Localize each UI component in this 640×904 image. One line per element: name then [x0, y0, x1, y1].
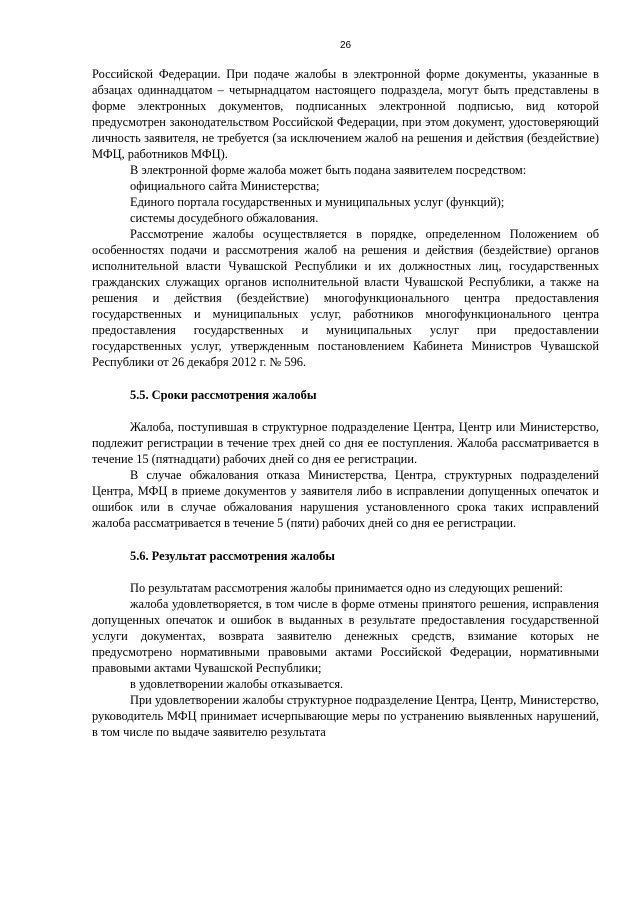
- paragraph: По результатам рассмотрения жалобы принимается одно из следующих решений:: [130, 581, 563, 595]
- list-item: Единого портала государственных и муниципальных услуг (функций);: [130, 195, 505, 209]
- list-item: жалоба удовлетворяется, в том числе в форме отмены принятого решения, исправления допущенных опечаток и ошибок в выданных в результате предоставления государственной услуги документах, возврата заявителю денежных средств, взимание которых не предусмотрено нормативными правовыми актами Российской Федерации, нормативными правовыми актами Чувашской Республики;: [92, 597, 599, 675]
- page-number: 26: [339, 40, 352, 51]
- paragraph: В случае обжалования отказа Министерства, Центра, структурных подразделений Центра, МФЦ в приеме документов у заявителя либо в исправлении допущенных опечаток и ошибок или в случае обжалования нарушения установленного срока таких исправлений жалоба рассматривается в течение 5 (пяти) рабочих дней со дня ее регистрации.: [92, 468, 599, 530]
- list-item: официального сайта Министерства;: [130, 179, 320, 193]
- paragraph: При удовлетворении жалобы структурное подразделение Центра, Центр, Министерство, руководитель МФЦ принимает исчерпывающие меры по устранению выявленных нарушений, в том числе по выдаче заявителю результата: [92, 693, 599, 739]
- paragraph: В электронной форме жалоба может быть подана заявителем посредством:: [130, 163, 527, 177]
- section-heading: 5.5. Сроки рассмотрения жалобы: [130, 388, 317, 402]
- paragraph: Рассмотрение жалобы осуществляется в порядке, определенном Положением об особенностях подачи и рассмотрения жалоб на решения и действия (бездействие) органов исполнительной власти Чувашской Республики и их должностных лиц, государственных гражданских служащих органов исполнительной власти Чувашской Республики, а также на решения и действия (бездействие) многофункционального центра предоставления государственных и муниципальных услуг, работников многофункционального центра предоставления государственных и муниципальных услуг при предоставлении государственных услуг, утвержденным постановлением Кабинета Министров Чувашской Республики от 26 декабря 2012 г. № 596.: [92, 227, 599, 369]
- list-item: системы досудебного обжалования.: [130, 211, 319, 225]
- paragraph: Жалоба, поступившая в структурное подразделение Центра, Центр или Министерство, подлежит регистрации в течение трех дней со дня ее поступления. Жалоба рассматривается в течение 15 (пятнадцати) рабочих дней со дня ее регистрации.: [92, 420, 599, 466]
- section-heading: 5.6. Результат рассмотрения жалобы: [130, 549, 335, 563]
- list-item: в удовлетворении жалобы отказывается.: [130, 677, 344, 691]
- document-body: [92, 66, 599, 740]
- paragraph: Российской Федерации. При подаче жалобы в электронной форме документы, указанные в абзацах одиннадцатом – четырнадцатом настоящего подраздела, могут быть представлены в форме электронных документов, подписанных электронной подписью, вид которой предусмотрен законодательством Российской Федерации, при этом документ, удостоверяющий личность заявителя, не требуется (за исключением жалоб на решения и действия (бездействие) МФЦ, работников МФЦ).: [92, 67, 599, 161]
